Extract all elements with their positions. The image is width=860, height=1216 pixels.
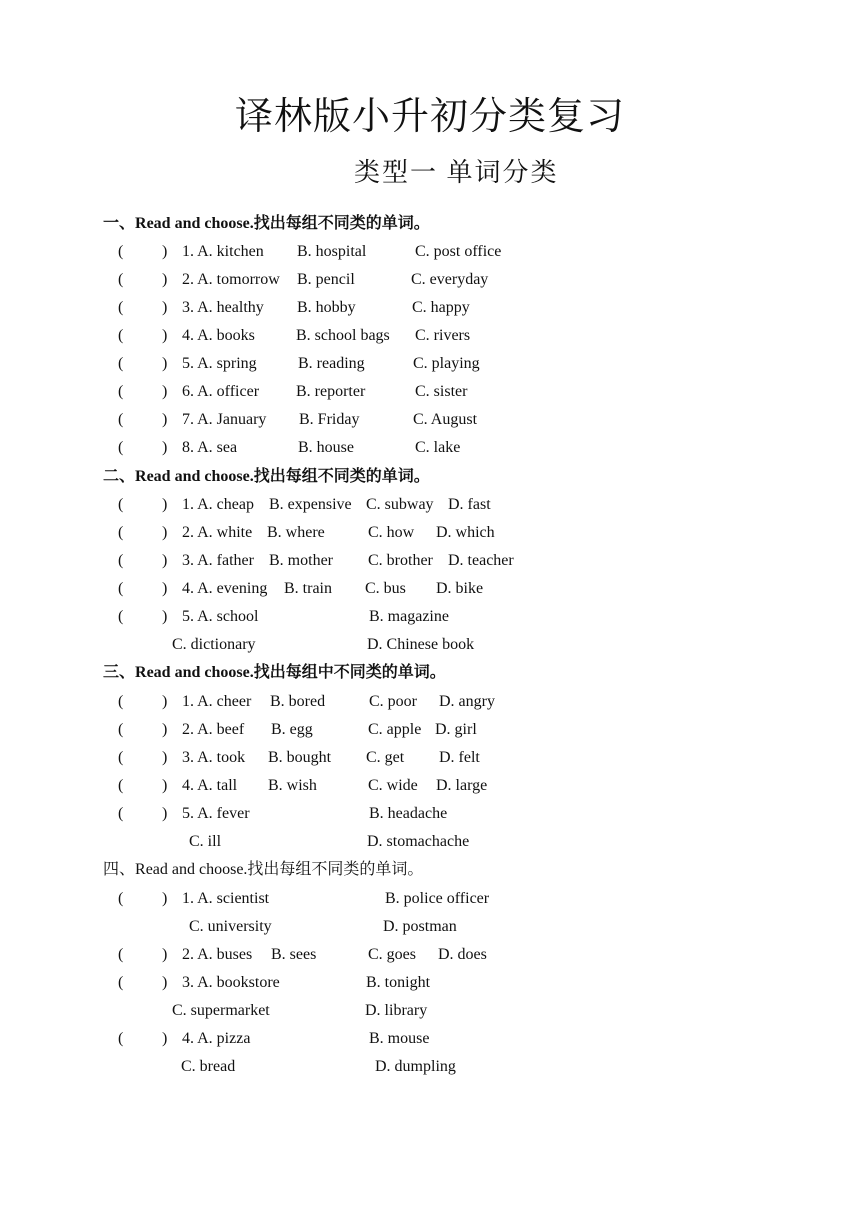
answer-option: 8. A. sea	[182, 439, 238, 456]
answer-bracket-close: )	[162, 890, 168, 907]
answer-option: C. dictionary	[172, 636, 256, 653]
answer-option: B. police officer	[385, 890, 490, 907]
answer-bracket-close: )	[162, 777, 168, 794]
answer-option: D. which	[436, 524, 495, 541]
answer-option: B. egg	[271, 721, 313, 738]
answer-option: 7. A. January	[182, 411, 267, 428]
answer-option: B. Friday	[299, 411, 360, 428]
answer-option: D. postman	[383, 918, 457, 935]
answer-option: D. stomachache	[367, 833, 470, 850]
answer-bracket-close: )	[162, 327, 168, 344]
answer-option: B. wish	[268, 777, 317, 794]
answer-option: B. mother	[269, 552, 333, 569]
answer-bracket-open: (	[118, 805, 124, 822]
answer-bracket-close: )	[162, 411, 168, 428]
answer-option: C. poor	[369, 693, 417, 710]
answer-option: B. bought	[268, 749, 332, 766]
answer-option: 3. A. bookstore	[182, 974, 280, 991]
instruction-chinese: 找出每组不同类的单词。	[253, 468, 430, 485]
instruction-english: Read and choose.	[135, 664, 254, 681]
answer-bracket-open: (	[118, 271, 124, 288]
answer-bracket-open: (	[118, 411, 124, 428]
instruction-chinese: 找出每组中不同类的单词。	[253, 664, 446, 681]
answer-option: 1. A. cheer	[182, 693, 252, 710]
answer-bracket-close: )	[162, 805, 168, 822]
answer-bracket-close: )	[162, 496, 168, 513]
answer-option: D. girl	[435, 721, 477, 738]
answer-bracket-open: (	[118, 749, 124, 766]
answer-option: B. school bags	[296, 327, 390, 344]
answer-bracket-close: )	[162, 580, 168, 597]
answer-bracket-close: )	[162, 383, 168, 400]
answer-option: B. train	[284, 580, 332, 597]
answer-option: C. sister	[415, 383, 468, 400]
answer-option: 2. A. tomorrow	[182, 271, 280, 288]
answer-option: C. rivers	[415, 327, 471, 344]
answer-option: 6. A. officer	[182, 383, 260, 400]
answer-option: B. mouse	[369, 1030, 430, 1047]
answer-option: C. how	[368, 524, 415, 541]
answer-option: 4. A. books	[182, 327, 255, 344]
answer-option: B. hospital	[297, 243, 367, 260]
answer-option: C. happy	[412, 299, 470, 316]
answer-bracket-close: )	[162, 1030, 168, 1047]
answer-option: C. apple	[368, 721, 422, 738]
question-row	[0, 525, 860, 545]
answer-option: C. post office	[415, 243, 502, 260]
answer-bracket-open: (	[118, 496, 124, 513]
question-row	[0, 581, 860, 601]
answer-option: C. supermarket	[172, 1002, 270, 1019]
answer-option: C. university	[189, 918, 272, 935]
answer-option: 5. A. spring	[182, 355, 257, 372]
answer-option: 4. A. pizza	[182, 1030, 251, 1047]
section-number: 一、	[103, 215, 136, 232]
answer-option: B. magazine	[369, 608, 449, 625]
section-number: 四、	[103, 861, 136, 878]
answer-bracket-close: )	[162, 524, 168, 541]
answer-bracket-open: (	[118, 355, 124, 372]
question-row	[0, 778, 860, 798]
answer-option: B. pencil	[297, 271, 355, 288]
section-number: 三、	[103, 664, 136, 681]
answer-option: D. does	[438, 946, 487, 963]
answer-option: C. ill	[189, 833, 222, 850]
answer-option: C. brother	[368, 552, 433, 569]
answer-bracket-close: )	[162, 946, 168, 963]
answer-bracket-open: (	[118, 1030, 124, 1047]
answer-bracket-open: (	[118, 299, 124, 316]
answer-option: C. lake	[415, 439, 461, 456]
answer-bracket-open: (	[118, 946, 124, 963]
answer-bracket-open: (	[118, 608, 124, 625]
question-row	[0, 750, 860, 770]
answer-option: 3. A. took	[182, 749, 246, 766]
answer-bracket-close: )	[162, 552, 168, 569]
answer-bracket-close: )	[162, 243, 168, 260]
answer-bracket-open: (	[118, 243, 124, 260]
question-row	[0, 694, 860, 714]
answer-option: 5. A. fever	[182, 805, 250, 822]
answer-option: D. felt	[439, 749, 480, 766]
answer-bracket-close: )	[162, 721, 168, 738]
answer-bracket-close: )	[162, 693, 168, 710]
question-row	[0, 947, 860, 967]
question-row	[0, 1031, 860, 1051]
answer-bracket-open: (	[118, 327, 124, 344]
answer-option: D. Chinese book	[367, 636, 475, 653]
page-subtitle: 类型一 单词分类	[354, 158, 559, 187]
answer-bracket-open: (	[118, 524, 124, 541]
answer-option: C. get	[366, 749, 405, 766]
instruction-chinese: 找出每组不同类的单词。	[247, 861, 424, 878]
answer-bracket-open: (	[118, 974, 124, 991]
answer-bracket-close: )	[162, 749, 168, 766]
answer-option: B. expensive	[269, 496, 352, 513]
answer-option: 1. A. cheap	[182, 496, 254, 513]
answer-option: D. bike	[436, 580, 484, 597]
answer-bracket-close: )	[162, 355, 168, 372]
answer-option: B. bored	[270, 693, 326, 710]
answer-option: 4. A. tall	[182, 777, 238, 794]
answer-option: C. wide	[368, 777, 418, 794]
answer-option: C. bread	[181, 1058, 236, 1075]
section-heading	[103, 665, 446, 681]
answer-option: D. angry	[439, 693, 495, 710]
answer-option: 4. A. evening	[182, 580, 268, 597]
answer-option: 1. A. kitchen	[182, 243, 264, 260]
answer-option: C. everyday	[411, 271, 489, 288]
answer-bracket-open: (	[118, 580, 124, 597]
answer-option: D. teacher	[448, 552, 514, 569]
answer-bracket-open: (	[118, 777, 124, 794]
answer-option: B. house	[298, 439, 354, 456]
answer-bracket-open: (	[118, 552, 124, 569]
answer-option: D. library	[365, 1002, 428, 1019]
answer-bracket-close: )	[162, 271, 168, 288]
answer-option: B. reporter	[296, 383, 366, 400]
answer-option: B. headache	[369, 805, 448, 822]
instruction-english: Read and choose.	[135, 468, 254, 485]
answer-bracket-close: )	[162, 299, 168, 316]
answer-bracket-open: (	[118, 890, 124, 907]
section-heading	[103, 216, 430, 232]
section-number: 二、	[103, 468, 136, 485]
section-heading	[103, 862, 423, 878]
instruction-chinese: 找出每组不同类的单词。	[253, 215, 430, 232]
instruction-english: Read and choose.	[135, 861, 248, 878]
page-title: 译林版小升初分类复习	[234, 96, 625, 138]
answer-option: C. playing	[413, 355, 480, 372]
answer-option: C. August	[413, 411, 478, 428]
instruction-english: Read and choose.	[135, 215, 254, 232]
answer-option: B. reading	[298, 355, 365, 372]
answer-option: 3. A. father	[182, 552, 254, 569]
answer-bracket-open: (	[118, 439, 124, 456]
answer-option: C. bus	[365, 580, 406, 597]
answer-option: B. tonight	[366, 974, 431, 991]
answer-bracket-close: )	[162, 439, 168, 456]
answer-option: B. where	[267, 524, 325, 541]
answer-option: 1. A. scientist	[182, 890, 270, 907]
answer-bracket-close: )	[162, 608, 168, 625]
answer-bracket-open: (	[118, 383, 124, 400]
answer-option: 3. A. healthy	[182, 299, 264, 316]
answer-option: 2. A. beef	[182, 721, 245, 738]
answer-option: D. fast	[448, 496, 491, 513]
answer-option: B. sees	[271, 946, 317, 963]
answer-option: 2. A. white	[182, 524, 253, 541]
answer-bracket-open: (	[118, 721, 124, 738]
question-row	[0, 722, 860, 742]
answer-option: D. dumpling	[375, 1058, 456, 1075]
answer-bracket-open: (	[118, 693, 124, 710]
answer-option: D. large	[436, 777, 488, 794]
answer-option: 2. A. buses	[182, 946, 253, 963]
answer-option: B. hobby	[297, 299, 356, 316]
answer-bracket-close: )	[162, 974, 168, 991]
answer-option: C. subway	[366, 496, 434, 513]
answer-option: C. goes	[368, 946, 416, 963]
section-heading	[103, 469, 430, 485]
answer-option: 5. A. school	[182, 608, 259, 625]
